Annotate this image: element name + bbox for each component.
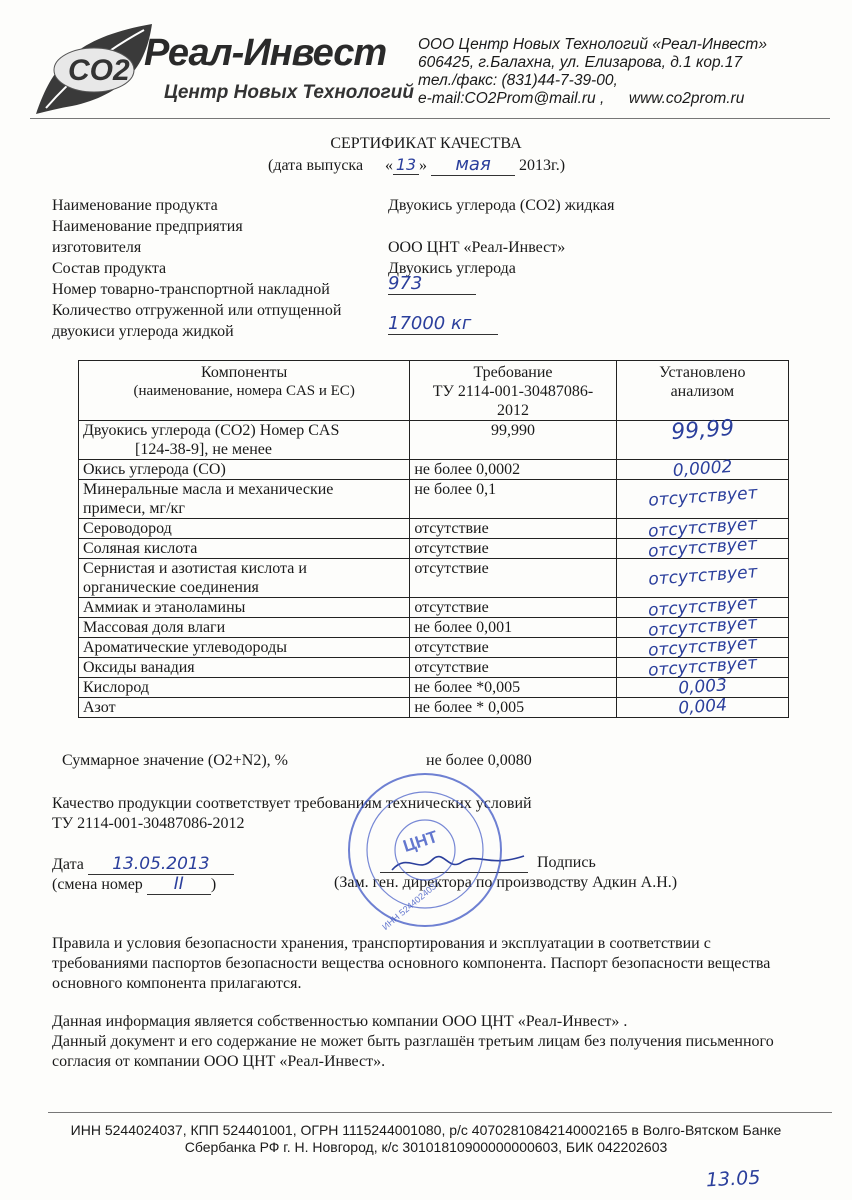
issue-date-month: мая bbox=[431, 154, 515, 176]
component-name: Минеральные масла и механические bbox=[83, 481, 334, 498]
row-component: Окись углерода (CO) bbox=[79, 460, 410, 480]
company-email[interactable]: e-mail:CO2Prom@mail.ru , bbox=[418, 90, 605, 107]
quantity-label-1: Количество отгруженной или отпущенной bbox=[52, 302, 342, 319]
waybill-label: Номер товарно-транспортной накладной bbox=[52, 281, 330, 298]
row-requirement: отсутствие bbox=[410, 638, 616, 658]
composition-value: Двуокись углерода bbox=[388, 260, 516, 277]
row-requirement: отсутствие bbox=[410, 539, 616, 559]
row-requirement: не более 0,1 bbox=[410, 480, 616, 519]
ownership-line-2: Данный документ и его содержание не может быть разглашён третьим лицам без получения письменного согласия от компании ООО ЦНТ «Реал-Инвест». bbox=[52, 1033, 774, 1070]
logo-symbol: CO2 bbox=[68, 54, 130, 87]
row-result bbox=[616, 559, 788, 598]
row-component: Ароматические углеводороды bbox=[79, 638, 410, 658]
row-component: Массовая доля влаги bbox=[79, 618, 410, 638]
header-requirement-title: Требование bbox=[473, 364, 553, 381]
company-contact-info bbox=[418, 36, 838, 108]
row-requirement: отсутствие bbox=[410, 559, 616, 598]
table-row bbox=[79, 638, 789, 658]
company-stamp bbox=[345, 770, 505, 930]
component-name: Двуокись углерода (CO2) Номер CAS bbox=[83, 422, 340, 439]
result-handwritten: отсутствует bbox=[647, 562, 758, 590]
sum-label: Суммарное значение (O2+N2), % bbox=[62, 752, 288, 769]
logo-name: Реал-Инвест bbox=[144, 32, 387, 74]
issue-date: (дата выпуска « 13 » мая 2013г.) bbox=[268, 154, 566, 175]
manufacturer-label-1: Наименование предприятия bbox=[52, 218, 243, 235]
ownership-line-1: Данная информация является собственностью компании ООО ЦНТ «Реал-Инвест» . bbox=[52, 1013, 628, 1030]
row-requirement: отсутствие bbox=[410, 658, 616, 678]
shift-value: II bbox=[147, 874, 211, 895]
quantity-label-2: двуокиси углерода жидкой bbox=[52, 323, 234, 340]
row-component: Соляная кислота bbox=[79, 539, 410, 559]
date-field bbox=[52, 854, 234, 875]
result-handwritten: отсутствует bbox=[647, 653, 758, 681]
table-row bbox=[79, 598, 789, 618]
product-name-value: Двуокись углерода (CO2) жидкая bbox=[388, 197, 615, 214]
sign-label: Подпись bbox=[537, 854, 596, 871]
shift-label: (смена номер bbox=[52, 876, 143, 893]
row-result bbox=[616, 480, 788, 519]
date-label: Дата bbox=[52, 856, 84, 873]
row-requirement: отсутствие bbox=[410, 519, 616, 539]
company-logo bbox=[32, 18, 414, 118]
result-handwritten: отсутствует bbox=[647, 633, 758, 661]
company-website[interactable]: www.co2prom.ru bbox=[628, 90, 745, 107]
row-component bbox=[79, 559, 410, 598]
row-component: Сероводород bbox=[79, 519, 410, 539]
result-handwritten: отсутствует bbox=[647, 483, 758, 511]
table-row bbox=[79, 421, 789, 460]
company-name: ООО Центр Новых Технологий «Реал-Инвест» bbox=[418, 36, 767, 53]
document-title: СЕРТИФИКАТ КАЧЕСТВА bbox=[330, 135, 522, 152]
table-row bbox=[79, 618, 789, 638]
date-value: 13.05.2013 bbox=[88, 854, 234, 875]
header-result-sub: анализом bbox=[670, 383, 735, 400]
signer-name: (Зам. ген. директора по производству Адкин А.Н.) bbox=[334, 874, 678, 891]
company-phone: тел./факс: (831)44-7-39-00, bbox=[418, 72, 618, 89]
shift-field: (смена номер II ) bbox=[52, 874, 217, 894]
row-component: Оксиды ванадия bbox=[79, 658, 410, 678]
sum-value: не более 0,0080 bbox=[426, 752, 532, 769]
product-name-label: Наименование продукта bbox=[52, 197, 218, 214]
row-requirement: не более *0,005 bbox=[410, 678, 616, 698]
header-components-title: Компоненты bbox=[201, 364, 288, 381]
row-requirement: не более 0,001 bbox=[410, 618, 616, 638]
footer-line-1: ИНН 5244024037, КПП 524401001, ОГРН 1115244001080, р/с 40702810842140002165 в Волго-Вятском Банке bbox=[70, 1122, 782, 1138]
quantity-value: 17000 кг bbox=[388, 313, 498, 335]
conformity-line-2: ТУ 2114-001-30487086-2012 bbox=[52, 815, 245, 832]
issue-date-year: 2013г.) bbox=[519, 157, 566, 174]
header-components bbox=[79, 361, 410, 421]
header-requirement bbox=[410, 361, 616, 421]
row-component: Кислород bbox=[79, 678, 410, 698]
result-handwritten: отсутствует bbox=[647, 534, 758, 562]
header-components-sub: (наименование, номера CAS и ЕС) bbox=[133, 383, 355, 399]
row-requirement: отсутствие bbox=[410, 598, 616, 618]
result-handwritten: 0,0002 bbox=[671, 456, 733, 482]
header-divider bbox=[30, 118, 830, 119]
conformity-line-1: Качество продукции соответствует требованиям технических условий bbox=[52, 795, 532, 812]
footer-requisites bbox=[0, 1122, 852, 1156]
table-row bbox=[79, 480, 789, 519]
table-header-row bbox=[79, 361, 789, 421]
table-row bbox=[79, 539, 789, 559]
company-address: 606425, г.Балахна, ул. Елизарова, д.1 кор.17 bbox=[418, 54, 743, 71]
row-requirement: не более 0,0002 bbox=[410, 460, 616, 480]
logo-tagline: Центр Новых Технологий bbox=[164, 82, 414, 103]
table-row bbox=[79, 559, 789, 598]
component-name-cont: примеси, мг/кг bbox=[83, 500, 185, 517]
table-row bbox=[79, 698, 789, 718]
header-result-title: Установлено bbox=[659, 364, 746, 381]
component-name-cont: [124-38-9], не менее bbox=[135, 441, 272, 458]
result-handwritten: 99,99 bbox=[670, 415, 735, 446]
component-name-cont: органические соединения bbox=[83, 579, 259, 596]
result-handwritten: отсутствует bbox=[647, 613, 758, 641]
issue-date-prefix: (дата выпуска bbox=[268, 157, 364, 174]
table-row bbox=[79, 658, 789, 678]
row-component: Азот bbox=[79, 698, 410, 718]
waybill-value: 973 bbox=[388, 273, 476, 295]
result-handwritten: 0,003 bbox=[677, 675, 728, 699]
result-handwritten: 0,004 bbox=[677, 695, 728, 719]
row-requirement: 99,990 bbox=[410, 421, 616, 460]
result-handwritten: отсутствует bbox=[647, 593, 758, 621]
row-component bbox=[79, 421, 410, 460]
row-component: Аммиак и этаноламины bbox=[79, 598, 410, 618]
row-result bbox=[616, 415, 788, 460]
component-name: Сернистая и азотистая кислота и bbox=[83, 560, 307, 577]
stamp-inn-text: ИНН 5244024037 bbox=[380, 878, 442, 932]
composition-label: Состав продукта bbox=[52, 260, 167, 277]
header-requirement-sub2: 2012 bbox=[496, 402, 529, 419]
result-handwritten: отсутствует bbox=[647, 514, 758, 542]
table-row bbox=[79, 460, 789, 480]
issue-date-day: 13 bbox=[393, 155, 419, 175]
manufacturer-label-2: изготовителя bbox=[52, 239, 142, 256]
safety-text: Правила и условия безопасности хранения, транспортирования и эксплуатации в соответствии с требованиями паспортов безопасности вещества основного компонента. Паспорт безопасности вещества основного компонента прилагаются. bbox=[52, 935, 771, 992]
analysis-table bbox=[78, 360, 789, 718]
footer-divider bbox=[48, 1112, 832, 1113]
row-requirement: не более * 0,005 bbox=[410, 698, 616, 718]
table-row bbox=[79, 519, 789, 539]
footer-line-2: Сбербанка РФ г. Н. Новгород, к/с 30101810900000000603, БИК 042202603 bbox=[184, 1139, 668, 1155]
row-component bbox=[79, 480, 410, 519]
corner-handwritten-note: 13.05 bbox=[705, 1166, 761, 1192]
stamp-center-text: ЦНТ bbox=[400, 827, 441, 856]
table-row bbox=[79, 678, 789, 698]
manufacturer-value: ООО ЦНТ «Реал-Инвест» bbox=[388, 239, 566, 256]
header-requirement-sub: ТУ 2114-001-30487086- bbox=[432, 383, 594, 400]
header-result bbox=[616, 361, 788, 421]
